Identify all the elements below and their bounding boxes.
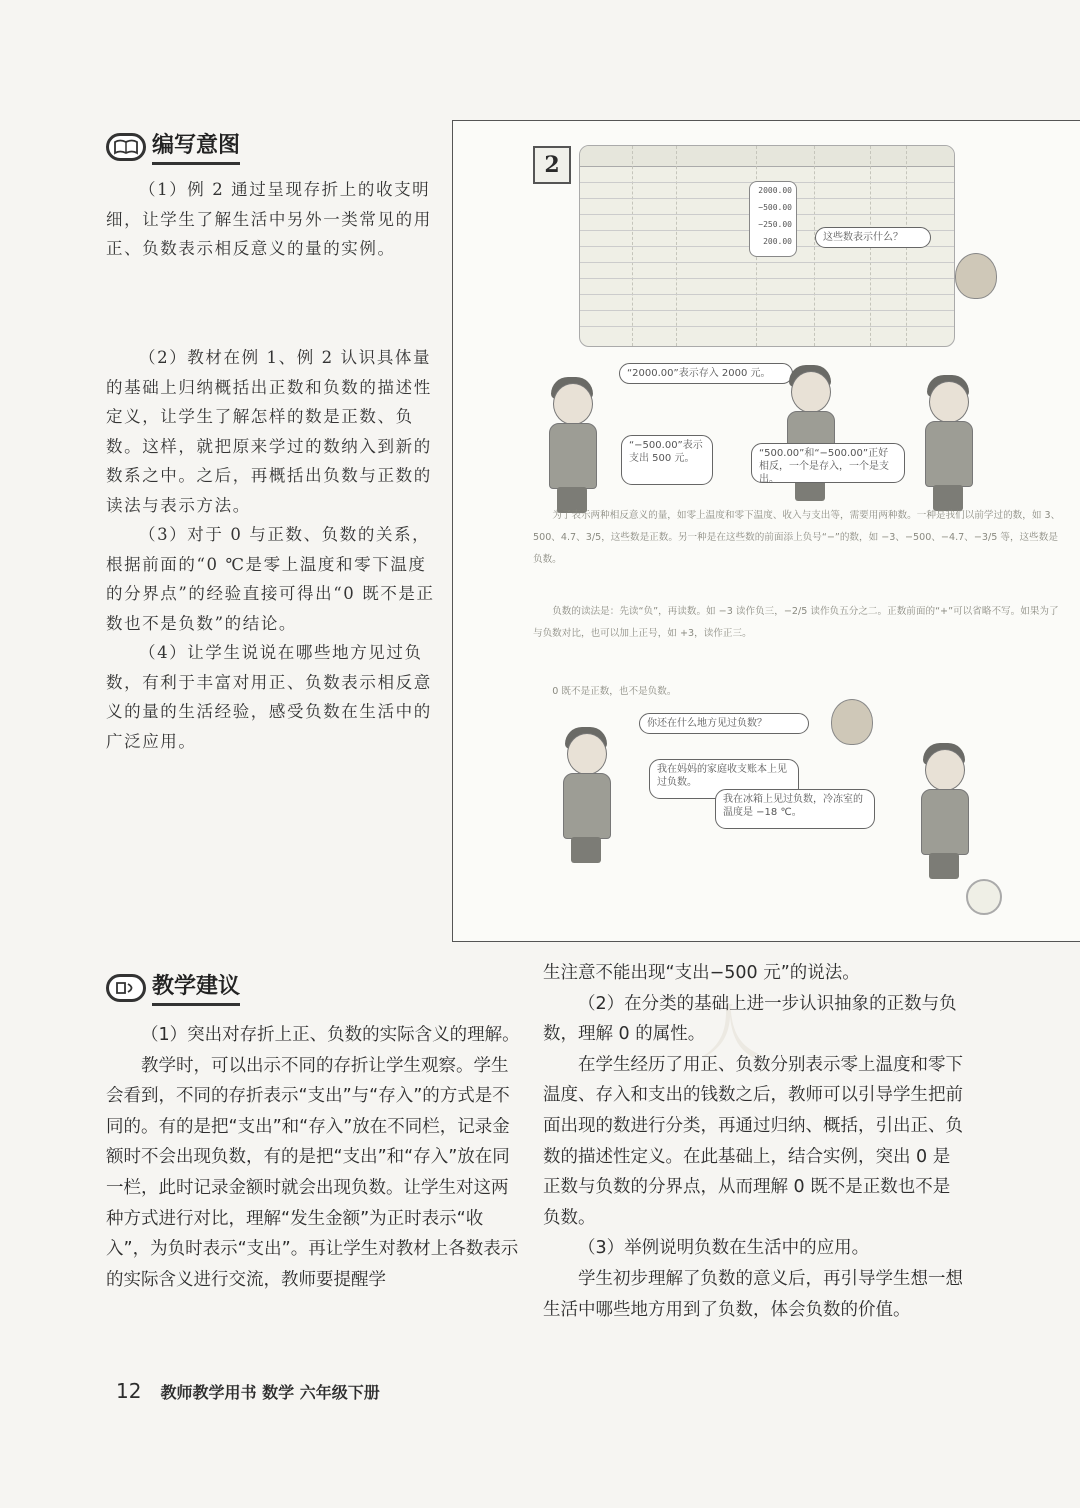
amount-value: 2000.00 — [758, 186, 792, 195]
suggestion-paragraph: （3）举例说明负数在生活中的应用。 — [578, 1238, 870, 1259]
speech-bubble-withdraw: “−500.00”表示支出 500 元。 — [621, 435, 713, 485]
book-title: 教师教学用书 数学 六年级下册 — [160, 1383, 380, 1402]
faint-watermark: 人 — [700, 998, 760, 1068]
suggestions-right-column — [543, 958, 963, 1325]
passbook-header — [580, 146, 954, 167]
suggestion-paragraph: 教学时，可以出示不同的存折让学生观察。学生会看到，不同的存折表示“支出”与“存入”的方式是不同的。有的是把“支出”和“存入”放在不同栏，记录金额时不会出现负数，有的是把“支出”和“存入”放在同一栏，此时记录金额时就会出现负数。让学生对这两种方式进行对比，理解“发生金额”为正时表示“收入”，为负时表示“支出”。再让学生对教材上各数表示的实际含义进行交流，教师要提醒学 — [106, 1055, 519, 1290]
suggestion-paragraph: 生注意不能出现“支出−500 元”的说法。 — [543, 963, 860, 983]
textbook-definition — [533, 505, 1063, 571]
section-title: 编写意图 — [152, 128, 240, 165]
amount-value: 200.00 — [763, 237, 792, 246]
intent-paragraph: （2）教材在例 1、例 2 认识具体量的基础上归纳概括出正数和负数的描述性定义，让学生了解怎样的数是正数、负数。这样，就把原来学过的数纳入到新的数系之中。之后，再概括出负数与正数的读法与表示方法。 — [106, 348, 432, 515]
textbook-paragraph: 0 既不是正数，也不是负数。 — [552, 686, 677, 697]
suggestion-paragraph: （1）突出对存折上正、负数的实际含义的理解。 — [141, 1025, 520, 1045]
teaching-icon — [106, 974, 146, 1002]
amount-value: −500.00 — [758, 203, 792, 212]
section-heading-suggestions — [106, 969, 240, 1006]
page-corner-mark — [966, 879, 1002, 915]
amount-value: −250.00 — [758, 220, 792, 229]
suggestions-left-column — [106, 1020, 524, 1295]
speech-bubble-question: 这些数表示什么？ — [815, 227, 931, 248]
textbook-reading — [533, 601, 1063, 645]
passbook-amount-highlight — [749, 181, 797, 257]
textbook-paragraph: 为了表示两种相反意义的量，如零上温度和零下温度、收入与支出等，需要用两种数。一种是我们以前学过的数，如 3、500、4.7、3/5，这些数是正数。另一种是在这些数的前面添上负号“−”的数，如 −3、−500、−4.7、−3/5 等，这些数是负数。 — [533, 510, 1061, 565]
book-icon — [106, 133, 146, 161]
page-footer — [116, 1379, 380, 1403]
speech-bubble-deposit: “2000.00”表示存入 2000 元。 — [619, 363, 793, 384]
speech-bubble-fridge: 我在冰箱上见过负数，冷冻室的温度是 −18 ℃。 — [715, 789, 875, 829]
section-title: 教学建议 — [152, 969, 240, 1006]
speech-bubble-compare: “500.00”和“−500.00”正好相反，一个是存入，一个是支出。 — [751, 443, 905, 483]
intent-text-2 — [106, 343, 436, 756]
suggestion-paragraph: 学生初步理解了负数的意义后，再引导学生想一想生活中哪些地方用到了负数，体会负数的价值。 — [543, 1268, 963, 1320]
example-number-badge: 2 — [533, 146, 571, 184]
intent-paragraph: （3）对于 0 与正数、负数的关系，根据前面的“0 ℃是零上温度和零下温度的分界点”的经验直接可得出“0 既不是正数也不是负数”的结论。 — [106, 525, 435, 633]
speech-bubble-where: 你还在什么地方见过负数？ — [639, 713, 809, 734]
page-number: 12 — [116, 1379, 142, 1403]
intent-paragraph: （4）让学生说说在哪些地方见过负数，有利于丰富对用正、负数表示相反意义的量的生活经验，感受负数在生活中的广泛应用。 — [106, 643, 432, 751]
intent-paragraph: （1）例 2 通过呈现存折上的收支明细，让学生了解生活中另外一类常见的用正、负数表示相反意义的量的实例。 — [106, 180, 432, 258]
mascot-illustration — [831, 699, 873, 745]
mascot-illustration — [955, 253, 997, 299]
section-heading-intent — [106, 128, 240, 165]
textbook-page-image — [452, 120, 1080, 942]
suggestion-paragraph: 在学生经历了用正、负数分别表示零上温度和零下温度、存入和支出的钱数之后，教师可以引导学生把前面出现的数进行分类，再通过归纳、概括，引出正、负数的描述性定义。在此基础上，结合实例，突出 0 是正数与负数的分界点，从而理解 0 既不是正数也不是负数。 — [543, 1054, 963, 1228]
textbook-paragraph: 负数的读法是：先读“负”，再读数。如 −3 读作负三，−2/5 读作负五分之二。正数前面的“+”可以省略不写。如果为了与负数对比，也可以加上正号，如 +3，读作正三。 — [533, 606, 1059, 639]
textbook-zero — [533, 681, 1063, 703]
intent-text-1 — [106, 175, 436, 264]
suggestion-paragraph: （2）在分类的基础上进一步认识抽象的正数与负数，理解 0 的属性。 — [543, 993, 957, 1045]
speech-bubble-household: 我在妈妈的家庭收支账本上见过负数。 — [649, 759, 799, 799]
